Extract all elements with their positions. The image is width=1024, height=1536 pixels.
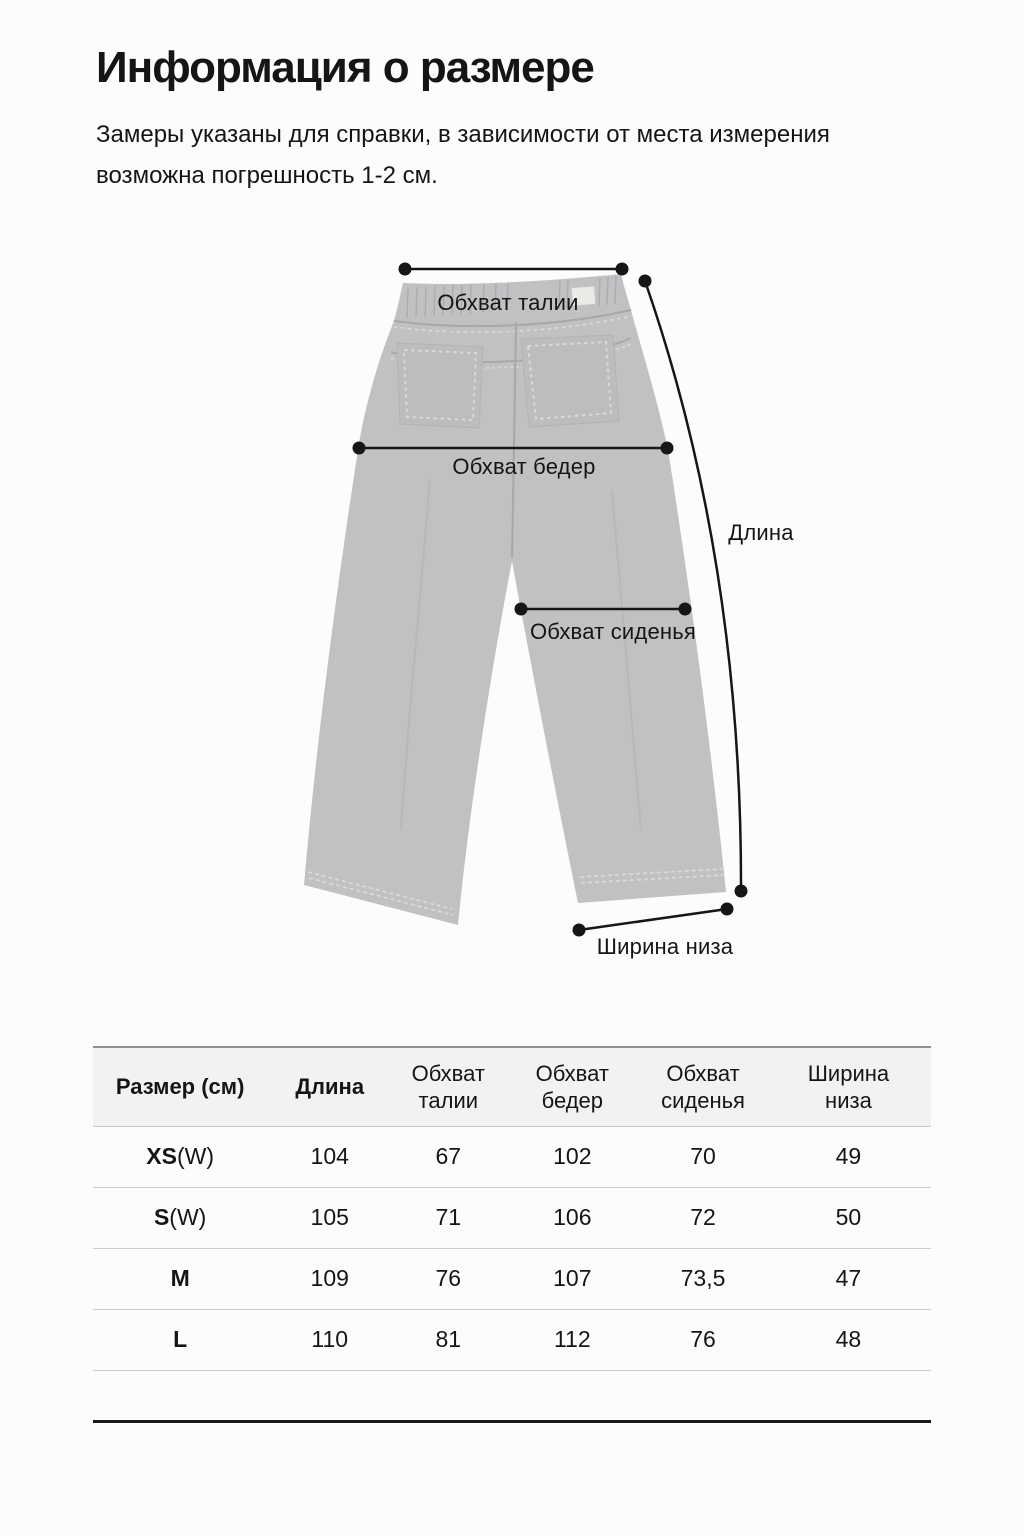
size-table xyxy=(93,1046,931,1423)
value-cell: 109 xyxy=(267,1248,392,1309)
size-cell: S(W) xyxy=(93,1187,267,1248)
pants-illustration xyxy=(304,274,726,925)
length-label: Длина xyxy=(728,520,794,545)
value-cell: 48 xyxy=(766,1309,931,1370)
value-cell: 105 xyxy=(267,1187,392,1248)
header-hips: Обхват бедер xyxy=(504,1047,640,1126)
header-length: Длина xyxy=(267,1047,392,1126)
header-seat: Обхват сиденья xyxy=(640,1047,766,1126)
page-title: Информация о размере xyxy=(96,43,594,92)
spacer-cell xyxy=(93,1370,931,1421)
value-cell: 107 xyxy=(504,1248,640,1309)
value-cell: 70 xyxy=(640,1126,766,1187)
hem-width-measure-line xyxy=(573,903,734,937)
size-cell: XS(W) xyxy=(93,1126,267,1187)
value-cell: 67 xyxy=(392,1126,504,1187)
value-cell: 110 xyxy=(267,1309,392,1370)
value-cell: 112 xyxy=(504,1309,640,1370)
subtitle-line-2: возможна погрешность 1-2 см. xyxy=(96,162,438,189)
table-row-xs xyxy=(93,1126,931,1187)
table-row-s xyxy=(93,1187,931,1248)
value-cell: 102 xyxy=(504,1126,640,1187)
page-subtitle xyxy=(96,114,830,196)
size-cell: L xyxy=(93,1309,267,1370)
value-cell: 49 xyxy=(766,1126,931,1187)
hips-label: Обхват бедер xyxy=(452,454,596,479)
value-cell: 106 xyxy=(504,1187,640,1248)
value-cell: 73,5 xyxy=(640,1248,766,1309)
size-chart xyxy=(93,1046,931,1423)
size-cell: M xyxy=(93,1248,267,1309)
header-waist: Обхват талии xyxy=(392,1047,504,1126)
subtitle-line-1: Замеры указаны для справки, в зависимости от места измерения xyxy=(96,121,830,148)
left-back-pocket xyxy=(397,343,483,428)
header-size: Размер (см) xyxy=(93,1047,267,1126)
value-cell: 76 xyxy=(640,1309,766,1370)
header-row xyxy=(93,1047,931,1126)
value-cell: 72 xyxy=(640,1187,766,1248)
waist-label: Обхват талии xyxy=(437,290,579,315)
value-cell: 104 xyxy=(267,1126,392,1187)
pants-measurement-diagram xyxy=(0,240,1024,1010)
waist-measure-line xyxy=(399,263,629,276)
table-row-l xyxy=(93,1309,931,1370)
value-cell: 81 xyxy=(392,1309,504,1370)
pants-diagram-canvas xyxy=(0,240,1024,1010)
hem-width-label: Ширина низа xyxy=(596,934,734,959)
header-hem-width: Ширина низа xyxy=(766,1047,931,1126)
value-cell: 76 xyxy=(392,1248,504,1309)
table-row-m xyxy=(93,1248,931,1309)
value-cell: 47 xyxy=(766,1248,931,1309)
value-cell: 71 xyxy=(392,1187,504,1248)
table-bottom-spacer xyxy=(93,1370,931,1421)
value-cell: 50 xyxy=(766,1187,931,1248)
seat-label: Обхват сиденья xyxy=(529,619,697,644)
